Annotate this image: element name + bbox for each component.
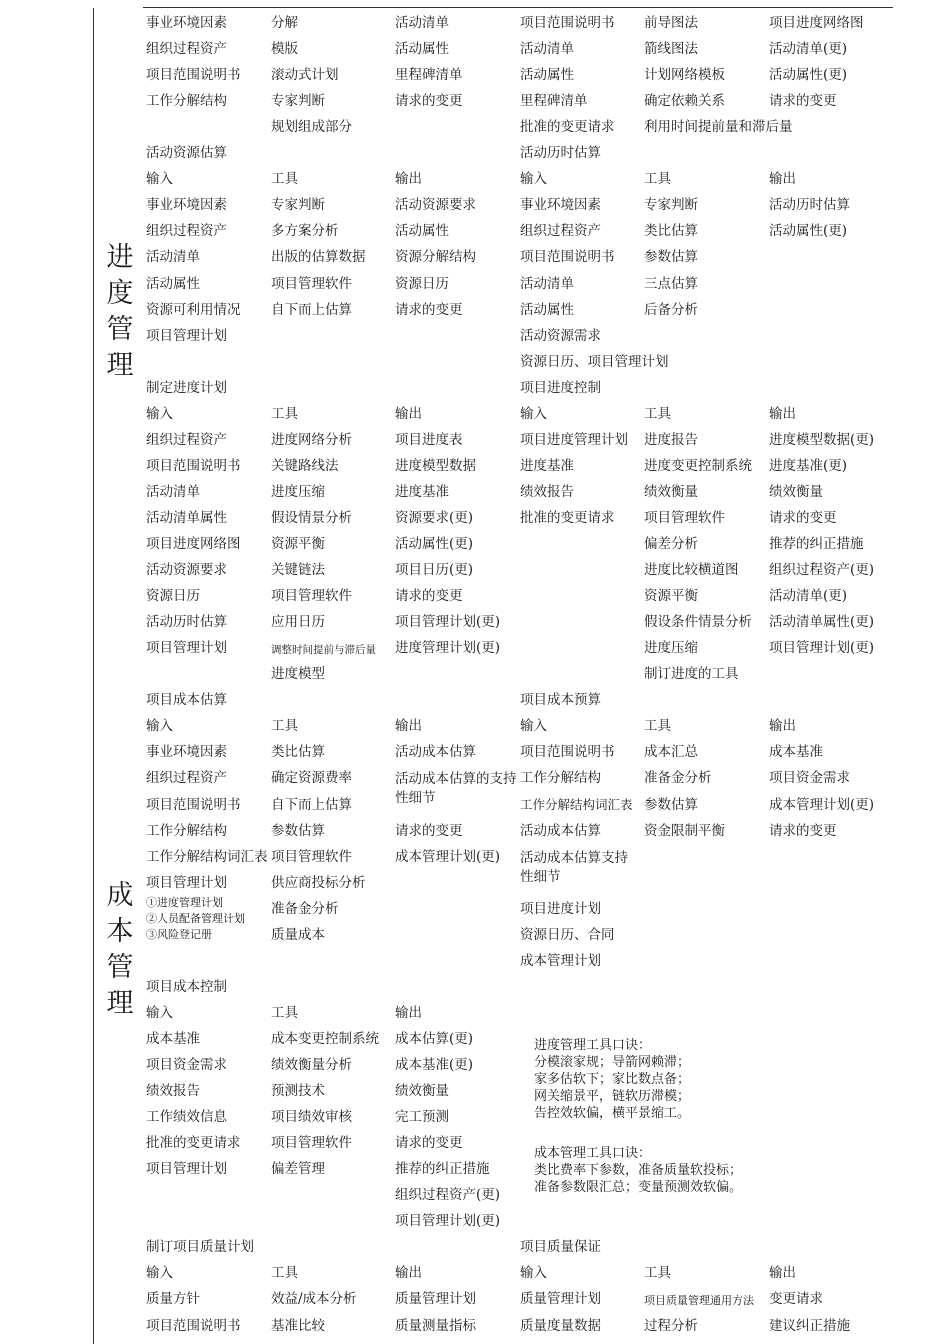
left-divider	[93, 8, 94, 1344]
grid-cell: 质量管理计划	[395, 1291, 476, 1308]
grid-cell: 成本管理计划(更)	[395, 848, 501, 865]
grid-cell: 参数估算	[271, 822, 325, 839]
grid-cell: 组织过程资产(更)	[769, 562, 875, 579]
grid-cell: 资源分解结构	[395, 249, 476, 266]
grid-cell: 质量测量指标	[395, 1317, 476, 1334]
grid-cell: 自下而上估算	[271, 796, 352, 813]
grid-cell: 项目进度网络图	[146, 536, 241, 552]
grid-cell: 专家判断	[644, 197, 698, 214]
grid-cell: 项目成本估算	[146, 692, 227, 709]
grid-cell: 成本变更控制系统	[271, 1030, 379, 1047]
grid-cell: 活动清单	[520, 275, 574, 292]
grid-cell: 项目范围说明书	[146, 1317, 241, 1334]
grid-cell: 活动成本估算的支持性细节	[395, 771, 517, 807]
grid-cell: 活动历时估算	[520, 145, 601, 162]
grid-cell: 项目管理软件	[271, 1135, 352, 1152]
grid-cell: 输出	[769, 171, 796, 188]
grid-cell: 项目范围说明书	[146, 67, 241, 84]
grid-cell: 输入	[520, 405, 547, 422]
grid-cell: 输入	[520, 171, 547, 188]
sub-item: ②人员配备管理计划	[146, 912, 245, 925]
grid-cell: 里程碑清单	[395, 67, 463, 84]
grid-cell: 活动清单	[520, 41, 574, 58]
section-title-char: 成	[106, 880, 134, 911]
grid-cell: 活动清单	[395, 15, 449, 31]
grid-cell: 活动资源需求	[520, 327, 601, 344]
grid-cell: 活动清单(更)	[769, 41, 848, 58]
grid-cell: 组织过程资产(更)	[395, 1187, 501, 1204]
grid-cell: 活动属性(更)	[395, 536, 474, 552]
grid-cell: 成本基准	[146, 1030, 200, 1047]
grid-cell: 计划网络模板	[644, 67, 725, 84]
grid-cell: 工具	[644, 1265, 671, 1282]
grid-cell: 绩效衡量	[395, 1083, 449, 1100]
grid-cell: 成本基准(更)	[395, 1057, 474, 1073]
grid-cell: 请求的变更	[395, 1135, 463, 1152]
grid-cell: 制定进度计划	[146, 379, 227, 396]
grid-cell: 活动属性	[395, 41, 449, 58]
sub-item: ③风险登记册	[146, 928, 212, 941]
grid-cell: 关键链法	[271, 562, 325, 579]
grid-cell: 工具	[644, 405, 671, 422]
grid-cell: 项目管理计划	[146, 327, 227, 344]
grid-cell: 活动成本估算	[395, 744, 476, 761]
grid-cell: 输入	[146, 171, 173, 188]
grid-cell: 绩效衡量分析	[271, 1057, 352, 1073]
grid-cell: 进度模型	[271, 666, 325, 683]
section-title-char: 本	[106, 916, 134, 947]
grid-cell: 质量方针	[146, 1291, 200, 1308]
section-title-char: 进	[106, 242, 134, 273]
grid-cell: 项目质量保证	[520, 1239, 601, 1256]
grid-cell: 进度网络分析	[271, 431, 352, 448]
grid-cell: 工具	[271, 1004, 298, 1021]
cost-tools-mnemonic: 成本管理工具口诀： 类比费率下参数，准备质量软投标； 准备参数限汇总；变量预测效软偏。	[534, 1146, 743, 1195]
section-title-char: 理	[106, 350, 134, 381]
grid-cell: 自下而上估算	[271, 301, 352, 318]
grid-cell: 输出	[769, 1265, 796, 1282]
grid-cell: 项目范围说明书	[146, 796, 241, 813]
grid-cell: 制订进度的工具	[644, 666, 739, 683]
grid-cell: 多方案分析	[271, 223, 339, 240]
grid-cell: 项目管理软件	[271, 848, 352, 865]
grid-cell: 滚动式计划	[271, 67, 339, 84]
grid-cell: 请求的变更	[395, 93, 463, 110]
top-divider	[143, 7, 893, 8]
grid-cell: 项目日历(更)	[395, 562, 474, 579]
grid-cell: 输出	[395, 405, 422, 422]
grid-cell: 项目资金需求	[146, 1057, 227, 1073]
grid-cell: 项目管理软件	[644, 509, 725, 526]
grid-cell: 项目管理计划(更)	[395, 614, 501, 631]
grid-cell: 项目范围说明书	[520, 15, 615, 31]
grid-cell: 事业环境因素	[520, 197, 601, 214]
grid-cell: 基准比较	[271, 1317, 325, 1334]
grid-cell: 建议纠正措施	[769, 1317, 850, 1334]
grid-cell: 成本基准	[769, 744, 823, 761]
grid-cell: 工具	[271, 1265, 298, 1282]
grid-cell: 准备金分析	[271, 900, 339, 917]
grid-cell: 批准的变更请求	[146, 1135, 241, 1152]
grid-cell: 前导图法	[644, 15, 698, 31]
grid-cell: 进度变更控制系统	[644, 457, 752, 474]
grid-cell: 活动资源要求	[395, 197, 476, 214]
grid-cell: 活动属性	[146, 275, 200, 292]
grid-cell: 进度基准	[395, 483, 449, 500]
grid-cell: 进度模型数据	[395, 457, 476, 474]
grid-cell: 工作分解结构词汇表	[520, 796, 633, 812]
grid-cell: 活动清单	[146, 249, 200, 266]
grid-cell: 绩效衡量	[644, 483, 698, 500]
section-title-char: 管	[106, 952, 134, 983]
grid-cell: 活动属性	[520, 301, 574, 318]
grid-cell: 规划组成部分	[271, 119, 352, 136]
grid-cell: 工具	[644, 171, 671, 188]
grid-cell: 关键路线法	[271, 457, 339, 474]
grid-cell: 推荐的纠正措施	[395, 1161, 490, 1178]
grid-cell: 项目进度控制	[520, 379, 601, 396]
grid-cell: 活动清单属性	[146, 509, 227, 526]
grid-cell: 参数估算	[644, 796, 698, 813]
grid-cell: 输出	[769, 405, 796, 422]
grid-cell: 资源可利用情况	[146, 301, 241, 318]
grid-cell: 资源日历	[146, 588, 200, 605]
section-title-schedule	[103, 240, 137, 384]
grid-cell: 项目绩效审核	[271, 1109, 352, 1126]
grid-cell: 资源平衡	[644, 588, 698, 605]
grid-cell: 推荐的纠正措施	[769, 536, 864, 552]
grid-cell: 完工预测	[395, 1109, 449, 1126]
grid-cell: 活动属性(更)	[769, 67, 848, 84]
grid-cell: 活动成本估算	[520, 822, 601, 839]
grid-cell: 输入	[146, 405, 173, 422]
grid-cell: 三点估算	[644, 275, 698, 292]
grid-cell: 专家判断	[271, 197, 325, 214]
grid-cell: 项目管理软件	[271, 275, 352, 292]
grid-cell: 资源日历	[395, 275, 449, 292]
grid-cell: 项目范围说明书	[146, 457, 241, 474]
grid-cell: 里程碑清单	[520, 93, 588, 110]
grid-cell: 假设情景分析	[271, 509, 352, 526]
grid-cell: 进度报告	[644, 431, 698, 448]
grid-cell: 活动清单(更)	[769, 588, 848, 605]
grid-cell: 质量度量数据	[520, 1317, 601, 1334]
grid-cell: 变更请求	[769, 1291, 823, 1308]
grid-cell: 应用日历	[271, 614, 325, 631]
grid-cell: 资源日历、合同	[520, 926, 615, 943]
grid-cell: 进度基准(更)	[769, 457, 848, 474]
grid-cell: 调整时间提前与滞后量	[271, 644, 376, 657]
grid-cell: 活动资源估算	[146, 145, 227, 162]
section-title-char: 管	[106, 314, 134, 345]
grid-cell: 组织过程资产	[146, 223, 227, 240]
grid-cell: 工作分解结构	[146, 93, 227, 110]
grid-cell: 进度比较横道图	[644, 562, 739, 579]
grid-cell: 资源平衡	[271, 536, 325, 552]
grid-cell: 供应商投标分析	[271, 874, 366, 891]
grid-cell: 请求的变更	[769, 822, 837, 839]
grid-cell: 输入	[520, 718, 547, 735]
grid-cell: 输出	[395, 1265, 422, 1282]
grid-cell: 组织过程资产	[520, 223, 601, 240]
schedule-tools-mnemonic: 进度管理工具口诀： 分模滚家规；导箭网赖滞； 家多估软下；家比数点备； 网关缩景平，链软历滞模； 告控效软偏，横平景缩工。	[534, 1038, 691, 1121]
grid-cell: 进度压缩	[271, 483, 325, 500]
grid-cell: 绩效衡量	[769, 483, 823, 500]
grid-cell: 请求的变更	[395, 301, 463, 318]
grid-cell: 偏差管理	[271, 1161, 325, 1178]
grid-cell: 活动清单属性(更)	[769, 614, 875, 631]
grid-cell: 参数估算	[644, 249, 698, 266]
grid-cell: 项目质量管理通用方法	[644, 1294, 754, 1308]
grid-cell: 绩效报告	[520, 483, 574, 500]
grid-cell: 输出	[769, 718, 796, 735]
grid-cell: 组织过程资产	[146, 41, 227, 58]
grid-cell: 项目进度表	[395, 431, 463, 448]
grid-cell: 项目范围说明书	[520, 744, 615, 761]
grid-cell: 批准的变更请求	[520, 509, 615, 526]
grid-cell: 项目管理计划(更)	[395, 1213, 501, 1230]
grid-cell: 工作分解结构词汇表	[146, 848, 268, 865]
grid-cell: 出版的估算数据	[271, 249, 366, 266]
grid-cell: 资源要求(更)	[395, 509, 474, 526]
grid-cell: 绩效报告	[146, 1083, 200, 1100]
grid-cell: 活动属性(更)	[769, 223, 848, 240]
grid-cell: 利用时间提前量和滞后量	[644, 119, 793, 136]
grid-cell: 成本管理计划	[520, 952, 601, 969]
grid-cell: 进度压缩	[644, 640, 698, 657]
grid-cell: 专家判断	[271, 93, 325, 110]
grid-cell: 过程分析	[644, 1317, 698, 1334]
grid-cell: 项目成本控制	[146, 978, 227, 995]
grid-cell: 事业环境因素	[146, 15, 227, 31]
grid-cell: 请求的变更	[395, 588, 463, 605]
grid-cell: 输入	[146, 1004, 173, 1021]
grid-cell: 工具	[271, 405, 298, 422]
grid-cell: 输入	[146, 718, 173, 735]
grid-cell: 请求的变更	[769, 509, 837, 526]
grid-cell: 活动历时估算	[769, 197, 850, 214]
grid-cell: 成本估算(更)	[395, 1030, 474, 1047]
grid-cell: 输入	[146, 1265, 173, 1282]
grid-cell: 工作分解结构	[520, 770, 601, 787]
grid-cell: 活动属性	[520, 67, 574, 84]
grid-cell: 批准的变更请求	[520, 119, 615, 136]
grid-cell: 成本管理计划(更)	[769, 796, 875, 813]
grid-cell: 输出	[395, 171, 422, 188]
grid-cell: 项目成本预算	[520, 692, 601, 709]
grid-cell: 箭线图法	[644, 41, 698, 58]
grid-cell: 模版	[271, 41, 298, 58]
grid-cell: 假设条件情景分析	[644, 614, 752, 631]
grid-cell: 项目管理计划	[146, 640, 227, 657]
grid-cell: 预测技术	[271, 1083, 325, 1100]
grid-cell: 准备金分析	[644, 770, 712, 787]
grid-cell: 质量成本	[271, 926, 325, 943]
grid-cell: 请求的变更	[769, 93, 837, 110]
grid-cell: 类比估算	[271, 744, 325, 761]
section-title-char: 度	[106, 278, 134, 309]
grid-cell: 分解	[271, 15, 298, 31]
grid-cell: 项目管理计划	[146, 874, 227, 891]
grid-cell: 项目资金需求	[769, 770, 850, 787]
section-title-char: 理	[106, 988, 134, 1019]
grid-cell: 偏差分析	[644, 536, 698, 552]
grid-cell: 工作绩效信息	[146, 1109, 227, 1126]
grid-cell: 活动清单	[146, 483, 200, 500]
grid-cell: 项目管理软件	[271, 588, 352, 605]
grid-cell: 请求的变更	[395, 822, 463, 839]
grid-cell: 工具	[271, 718, 298, 735]
grid-cell: 活动属性	[395, 223, 449, 240]
grid-cell: 项目进度计划	[520, 900, 601, 917]
sub-item: ①进度管理计划	[146, 896, 223, 909]
grid-cell: 组织过程资产	[146, 431, 227, 448]
grid-cell: 确定依赖关系	[644, 93, 725, 110]
grid-cell: 项目范围说明书	[520, 249, 615, 266]
grid-cell: 活动资源要求	[146, 562, 227, 579]
grid-cell: 输出	[395, 1004, 422, 1021]
grid-cell: 组织过程资产	[146, 770, 227, 787]
grid-cell: 资金限制平衡	[644, 822, 725, 839]
grid-cell: 效益/成本分析	[271, 1291, 357, 1308]
grid-cell: 进度管理计划(更)	[395, 640, 501, 657]
grid-cell: 活动历时估算	[146, 614, 227, 631]
grid-cell: 项目进度管理计划	[520, 431, 628, 448]
grid-cell: 成本汇总	[644, 744, 698, 761]
grid-cell: 项目管理计划	[146, 1161, 227, 1178]
grid-cell: 工作分解结构	[146, 822, 227, 839]
grid-cell: 活动成本估算支持性细节	[520, 849, 628, 885]
grid-cell: 资源日历、项目管理计划	[520, 353, 669, 370]
grid-cell: 制订项目质量计划	[146, 1239, 254, 1256]
grid-cell: 事业环境因素	[146, 744, 227, 761]
grid-cell: 事业环境因素	[146, 197, 227, 214]
grid-cell: 类比估算	[644, 223, 698, 240]
grid-cell: 后备分析	[644, 301, 698, 318]
grid-cell: 项目管理计划(更)	[769, 640, 875, 657]
grid-cell: 工具	[644, 718, 671, 735]
grid-cell: 输入	[520, 1265, 547, 1282]
grid-cell: 质量管理计划	[520, 1291, 601, 1308]
section-title-cost	[103, 878, 137, 1022]
grid-cell: 工具	[271, 171, 298, 188]
grid-cell: 项目进度网络图	[769, 15, 864, 31]
grid-cell: 确定资源费率	[271, 770, 352, 787]
grid-cell: 输出	[395, 718, 422, 735]
grid-cell: 进度基准	[520, 457, 574, 474]
grid-cell: 进度模型数据(更)	[769, 431, 875, 448]
